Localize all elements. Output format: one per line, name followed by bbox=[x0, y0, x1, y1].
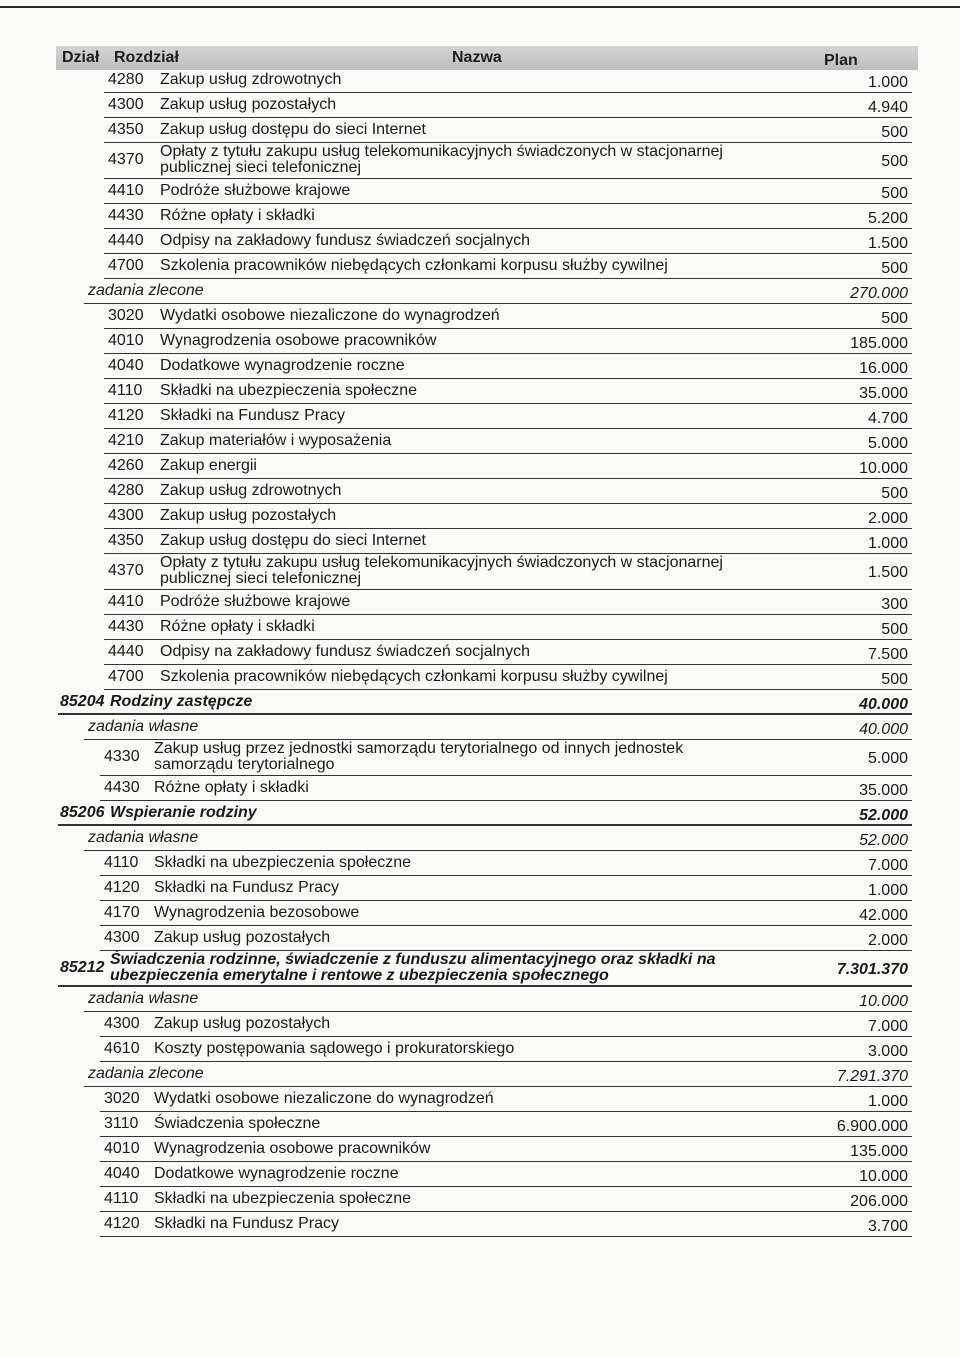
row-code: 4110 bbox=[104, 1190, 139, 1207]
row-name: zadania własne bbox=[88, 829, 199, 846]
row-rule bbox=[100, 1211, 912, 1212]
row-plan: 500 bbox=[881, 310, 908, 327]
row-code: 4610 bbox=[104, 1040, 140, 1057]
row-name: Odpisy na zakładowy fundusz świadczeń socjalnych bbox=[160, 643, 530, 660]
row-rule bbox=[100, 1186, 912, 1187]
table-row bbox=[0, 1164, 960, 1189]
row-plan: 1.000 bbox=[867, 882, 908, 899]
row-name: Zakup usług pozostałych bbox=[160, 507, 337, 524]
row-plan: 1.500 bbox=[867, 564, 908, 581]
row-name: Wydatki osobowe niezaliczone do wynagrodzeń bbox=[154, 1090, 494, 1107]
row-rule bbox=[100, 1111, 912, 1112]
table-row bbox=[0, 406, 960, 431]
row-plan: 35.000 bbox=[859, 385, 908, 402]
row-name: zadania własne bbox=[88, 718, 199, 735]
table-header bbox=[56, 46, 918, 70]
table-row bbox=[0, 928, 960, 953]
table-row bbox=[0, 506, 960, 531]
row-rule bbox=[104, 92, 912, 93]
row-plan: 35.000 bbox=[859, 782, 908, 799]
table-row bbox=[0, 70, 960, 95]
row-plan: 500 bbox=[881, 671, 908, 688]
table-row bbox=[0, 206, 960, 231]
budget-table bbox=[0, 70, 960, 1239]
row-rule bbox=[84, 303, 912, 304]
row-name bbox=[160, 144, 723, 176]
row-plan: 7.500 bbox=[867, 646, 908, 663]
row-rule bbox=[104, 203, 912, 204]
table-row bbox=[0, 1064, 960, 1089]
row-rule bbox=[100, 875, 912, 876]
row-name: Dodatkowe wynagrodzenie roczne bbox=[154, 1165, 399, 1182]
row-name bbox=[110, 952, 716, 984]
row-rule bbox=[84, 1011, 912, 1012]
row-plan: 1.000 bbox=[867, 1093, 908, 1110]
row-plan: 10.000 bbox=[859, 993, 908, 1010]
row-code: 4210 bbox=[108, 432, 144, 449]
row-rule bbox=[84, 850, 912, 851]
table-row bbox=[0, 617, 960, 642]
table-row bbox=[0, 431, 960, 456]
row-name: Różne opłaty i składki bbox=[160, 618, 315, 635]
table-row bbox=[0, 828, 960, 853]
row-name: Zakup materiałów i wyposażenia bbox=[160, 432, 392, 449]
row-code: 4120 bbox=[104, 879, 140, 896]
row-plan: 3.000 bbox=[867, 1043, 908, 1060]
row-code: 85204 bbox=[60, 693, 105, 710]
table-row bbox=[0, 1114, 960, 1139]
row-code: 4430 bbox=[104, 779, 140, 796]
row-name: zadania własne bbox=[88, 990, 199, 1007]
row-plan: 1.000 bbox=[867, 535, 908, 552]
row-name: Wynagrodzenia osobowe pracowników bbox=[154, 1140, 431, 1157]
row-rule bbox=[104, 503, 912, 504]
row-plan: 185.000 bbox=[850, 335, 908, 352]
table-row bbox=[0, 742, 960, 778]
row-plan: 300 bbox=[881, 596, 908, 613]
row-name: Odpisy na zakładowy fundusz świadczeń socjalnych bbox=[160, 232, 530, 249]
row-code: 4040 bbox=[108, 357, 144, 374]
table-row bbox=[0, 667, 960, 692]
row-name: Wydatki osobowe niezaliczone do wynagrodzeń bbox=[160, 307, 500, 324]
row-code: 4370 bbox=[108, 151, 144, 168]
row-code: 4120 bbox=[108, 407, 144, 424]
table-row bbox=[0, 556, 960, 592]
row-code: 4700 bbox=[108, 668, 144, 685]
row-name-line2: publicznej sieci telefonicznej bbox=[160, 159, 361, 176]
row-name: Rodziny zastępcze bbox=[110, 693, 253, 710]
table-row bbox=[0, 717, 960, 742]
row-plan: 1.500 bbox=[867, 235, 908, 252]
table-row bbox=[0, 803, 960, 828]
row-plan: 16.000 bbox=[859, 360, 908, 377]
row-rule bbox=[104, 178, 912, 179]
row-rule bbox=[100, 1161, 912, 1162]
row-plan: 7.000 bbox=[867, 1018, 908, 1035]
row-name: Różne opłaty i składki bbox=[160, 207, 315, 224]
row-code: 4300 bbox=[108, 507, 144, 524]
row-rule bbox=[104, 614, 912, 615]
row-rule bbox=[100, 1036, 912, 1037]
table-row bbox=[0, 1014, 960, 1039]
table-row bbox=[0, 231, 960, 256]
header-plan: Plan bbox=[824, 52, 858, 69]
row-rule bbox=[104, 589, 912, 590]
row-name: Zakup usług pozostałych bbox=[160, 96, 337, 113]
row-plan: 270.000 bbox=[850, 285, 908, 302]
header-rozdzial: Rozdział bbox=[114, 49, 179, 66]
row-name: Podróże służbowe krajowe bbox=[160, 593, 351, 610]
row-plan: 6.900.000 bbox=[836, 1118, 908, 1135]
row-rule bbox=[100, 1136, 912, 1137]
header-nazwa: Nazwa bbox=[452, 49, 502, 66]
row-name: Szkolenia pracowników niebędących członkami korpusu służby cywilnej bbox=[160, 668, 668, 685]
row-code: 3020 bbox=[104, 1090, 140, 1107]
table-row bbox=[0, 1189, 960, 1214]
row-plan: 40.000 bbox=[859, 696, 908, 713]
row-name: Składki na Fundusz Pracy bbox=[154, 1215, 339, 1232]
row-plan: 4.940 bbox=[867, 99, 908, 116]
row-code: 4350 bbox=[108, 532, 144, 549]
row-rule bbox=[104, 664, 912, 665]
table-row bbox=[0, 481, 960, 506]
row-code: 4260 bbox=[108, 457, 144, 474]
row-name: Koszty postępowania sądowego i prokuratorskiego bbox=[154, 1040, 515, 1057]
row-code: 4410 bbox=[108, 182, 144, 199]
row-name: Szkolenia pracowników niebędących członkami korpusu służby cywilnej bbox=[160, 257, 668, 274]
row-rule bbox=[104, 117, 912, 118]
table-row bbox=[0, 120, 960, 145]
table-row bbox=[0, 953, 960, 989]
row-name: Świadczenia społeczne bbox=[154, 1115, 321, 1132]
row-rule bbox=[104, 528, 912, 529]
row-rule bbox=[100, 925, 912, 926]
table-row bbox=[0, 903, 960, 928]
row-rule bbox=[104, 353, 912, 354]
row-rule bbox=[104, 228, 912, 229]
row-rule bbox=[104, 639, 912, 640]
row-name: Składki na Fundusz Pracy bbox=[154, 879, 339, 896]
row-name: Zakup usług pozostałych bbox=[154, 929, 331, 946]
row-rule bbox=[58, 713, 912, 715]
row-name-line1: Świadczenia rodzinne, świadczenie z funduszu alimentacyjnego oraz składki na bbox=[110, 951, 716, 968]
row-rule bbox=[84, 1086, 912, 1087]
table-row bbox=[0, 256, 960, 281]
row-name-line1: Opłaty z tytułu zakupu usług telekomunikacyjnych świadczonych w stacjonarnej bbox=[160, 143, 723, 160]
row-name: Zakup usług zdrowotnych bbox=[160, 71, 342, 88]
row-rule bbox=[104, 328, 912, 329]
row-code: 4700 bbox=[108, 257, 144, 274]
row-plan: 3.700 bbox=[867, 1218, 908, 1235]
row-code: 85212 bbox=[60, 959, 105, 976]
row-name: Zakup energii bbox=[160, 457, 257, 474]
row-rule bbox=[100, 1236, 912, 1237]
row-plan: 52.000 bbox=[859, 832, 908, 849]
row-rule bbox=[104, 403, 912, 404]
row-name: Wynagrodzenia bezosobowe bbox=[154, 904, 360, 921]
table-row bbox=[0, 281, 960, 306]
table-row bbox=[0, 878, 960, 903]
table-row bbox=[0, 1089, 960, 1114]
row-name: Składki na ubezpieczenia społeczne bbox=[154, 1190, 412, 1207]
row-rule bbox=[104, 689, 912, 690]
row-code: 3110 bbox=[104, 1115, 139, 1132]
row-name-line1: Opłaty z tytułu zakupu usług telekomunikacyjnych świadczonych w stacjonarnej bbox=[160, 554, 723, 571]
row-code: 4430 bbox=[108, 207, 144, 224]
row-rule bbox=[104, 378, 912, 379]
row-rule bbox=[58, 824, 912, 826]
row-name-line2: publicznej sieci telefonicznej bbox=[160, 570, 361, 587]
table-row bbox=[0, 692, 960, 717]
row-plan: 52.000 bbox=[859, 807, 908, 824]
row-code: 4350 bbox=[108, 121, 144, 138]
row-code: 4110 bbox=[104, 854, 139, 871]
row-plan: 500 bbox=[881, 153, 908, 170]
table-row bbox=[0, 1039, 960, 1064]
row-code: 4120 bbox=[104, 1215, 140, 1232]
row-name: Różne opłaty i składki bbox=[154, 779, 309, 796]
row-plan: 2.000 bbox=[867, 510, 908, 527]
table-row bbox=[0, 356, 960, 381]
row-rule bbox=[100, 1061, 912, 1062]
row-plan: 500 bbox=[881, 485, 908, 502]
row-name: Zakup usług zdrowotnych bbox=[160, 482, 342, 499]
row-name-line1: Zakup usług przez jednostki samorządu terytorialnego od innych jednostek bbox=[154, 740, 684, 757]
table-row bbox=[0, 989, 960, 1014]
row-code: 3020 bbox=[108, 307, 144, 324]
table-row bbox=[0, 1214, 960, 1239]
row-code: 4440 bbox=[108, 232, 144, 249]
row-rule bbox=[100, 800, 912, 801]
table-row bbox=[0, 381, 960, 406]
row-code: 4170 bbox=[104, 904, 140, 921]
row-code: 4280 bbox=[108, 71, 144, 88]
row-name-line2: ubezpieczenia emerytalne i rentowe z ubezpieczenia społecznego bbox=[110, 967, 609, 984]
row-plan: 500 bbox=[881, 621, 908, 638]
table-row bbox=[0, 145, 960, 181]
row-plan: 7.000 bbox=[867, 857, 908, 874]
row-code: 4280 bbox=[108, 482, 144, 499]
row-plan: 206.000 bbox=[850, 1193, 908, 1210]
row-rule bbox=[104, 478, 912, 479]
row-name: zadania zlecone bbox=[88, 1065, 204, 1082]
row-name: Zakup usług dostępu do sieci Internet bbox=[160, 532, 426, 549]
row-name-line2: samorządu terytorialnego bbox=[154, 756, 335, 773]
row-code: 4300 bbox=[104, 929, 140, 946]
row-rule bbox=[104, 428, 912, 429]
row-code: 4330 bbox=[104, 748, 140, 765]
row-rule bbox=[104, 453, 912, 454]
table-row bbox=[0, 531, 960, 556]
row-name: Podróże służbowe krajowe bbox=[160, 182, 351, 199]
row-code: 4040 bbox=[104, 1165, 140, 1182]
table-row bbox=[0, 853, 960, 878]
row-rule bbox=[104, 278, 912, 279]
row-name: zadania zlecone bbox=[88, 282, 204, 299]
row-code: 4110 bbox=[108, 382, 143, 399]
table-row bbox=[0, 306, 960, 331]
row-plan: 40.000 bbox=[859, 721, 908, 738]
row-name: Wynagrodzenia osobowe pracowników bbox=[160, 332, 437, 349]
row-rule bbox=[104, 253, 912, 254]
table-row bbox=[0, 642, 960, 667]
row-code: 4430 bbox=[108, 618, 144, 635]
table-row bbox=[0, 181, 960, 206]
table-row bbox=[0, 778, 960, 803]
row-code: 4370 bbox=[108, 562, 144, 579]
row-code: 4010 bbox=[108, 332, 144, 349]
row-plan: 7.291.370 bbox=[836, 1068, 908, 1085]
row-code: 85206 bbox=[60, 804, 105, 821]
row-rule bbox=[100, 900, 912, 901]
row-plan: 5.000 bbox=[867, 750, 908, 767]
row-plan: 1.000 bbox=[867, 74, 908, 91]
row-plan: 500 bbox=[881, 260, 908, 277]
row-rule bbox=[100, 775, 912, 776]
table-row bbox=[0, 456, 960, 481]
top-rule bbox=[0, 6, 960, 8]
row-name: Zakup usług pozostałych bbox=[154, 1015, 331, 1032]
row-plan: 500 bbox=[881, 185, 908, 202]
table-row bbox=[0, 592, 960, 617]
row-plan: 4.700 bbox=[867, 410, 908, 427]
row-code: 4300 bbox=[104, 1015, 140, 1032]
row-name: Składki na ubezpieczenia społeczne bbox=[154, 854, 412, 871]
header-dzial: Dział bbox=[62, 49, 100, 66]
row-plan: 5.200 bbox=[867, 210, 908, 227]
row-name: Składki na Fundusz Pracy bbox=[160, 407, 345, 424]
row-name bbox=[154, 741, 683, 773]
row-plan: 10.000 bbox=[859, 1168, 908, 1185]
row-name bbox=[160, 555, 723, 587]
row-code: 4010 bbox=[104, 1140, 140, 1157]
row-code: 4410 bbox=[108, 593, 144, 610]
row-plan: 7.301.370 bbox=[836, 961, 908, 978]
row-name: Zakup usług dostępu do sieci Internet bbox=[160, 121, 426, 138]
table-row bbox=[0, 331, 960, 356]
row-name: Wspieranie rodziny bbox=[110, 804, 257, 821]
table-row bbox=[0, 1139, 960, 1164]
row-name: Dodatkowe wynagrodzenie roczne bbox=[160, 357, 405, 374]
table-row bbox=[0, 95, 960, 120]
row-plan: 42.000 bbox=[859, 907, 908, 924]
row-plan: 500 bbox=[881, 124, 908, 141]
row-plan: 5.000 bbox=[867, 435, 908, 452]
row-name: Składki na ubezpieczenia społeczne bbox=[160, 382, 418, 399]
row-rule bbox=[58, 985, 912, 987]
row-plan: 10.000 bbox=[859, 460, 908, 477]
row-plan: 135.000 bbox=[850, 1143, 908, 1160]
row-code: 4300 bbox=[108, 96, 144, 113]
row-code: 4440 bbox=[108, 643, 144, 660]
row-plan: 2.000 bbox=[867, 932, 908, 949]
